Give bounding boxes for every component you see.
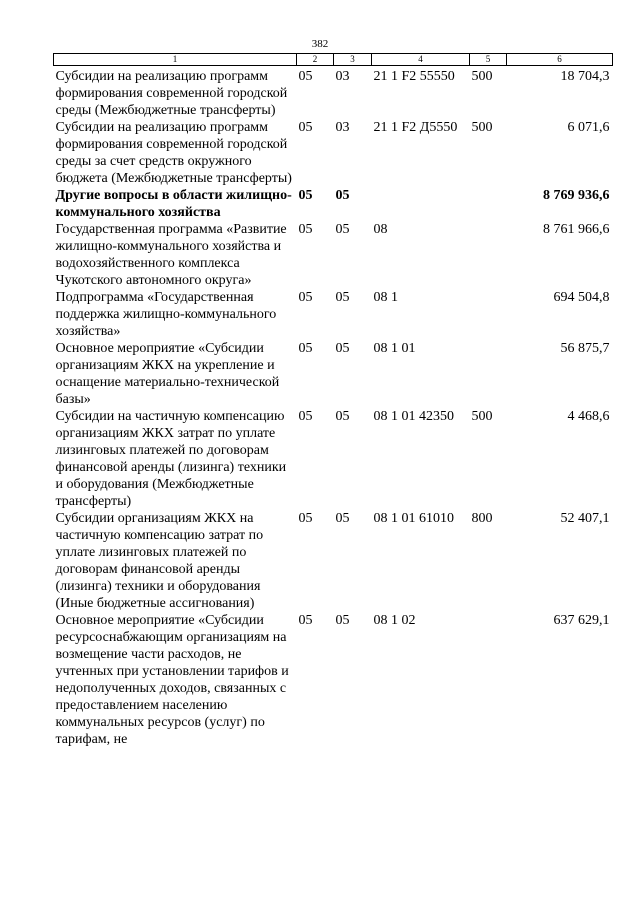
row-target-article-code: 21 1 F2 Д5550 bbox=[373, 120, 458, 135]
column-header-1: 1 bbox=[54, 54, 297, 66]
row-amount: 694 504,8 bbox=[553, 290, 610, 305]
row-section-code: 05 bbox=[298, 290, 313, 305]
row-section-code: 05 bbox=[298, 409, 313, 424]
row-section-code: 05 bbox=[298, 511, 313, 526]
row-target-article-code: 08 1 01 61010 bbox=[373, 511, 454, 526]
table-row bbox=[54, 340, 613, 408]
row-amount: 8 769 936,6 bbox=[543, 188, 610, 203]
row-name: Государственная программа «Развитие жилищно-коммунального хозяйства и водохозяйственного комплекса Чукотского автономного округа» bbox=[55, 222, 287, 288]
table-row bbox=[54, 119, 613, 187]
row-section-code: 05 bbox=[298, 613, 313, 628]
row-expense-type-code bbox=[470, 289, 507, 340]
row-section-code: 05 bbox=[298, 341, 313, 356]
row-expense-type-code: 500 bbox=[471, 69, 493, 84]
row-expense-type-code bbox=[470, 221, 507, 289]
row-subsection-code: 05 bbox=[335, 188, 350, 203]
row-target-article-code: 08 bbox=[373, 222, 388, 237]
row-subsection-code: 03 bbox=[335, 69, 350, 84]
table-row bbox=[54, 66, 613, 120]
row-target-article-code: 08 1 bbox=[373, 290, 398, 305]
row-amount: 6 071,6 bbox=[567, 120, 610, 135]
row-subsection-code: 05 bbox=[335, 409, 350, 424]
column-header-4: 4 bbox=[372, 54, 470, 66]
row-name: Субсидии на реализацию программ формирования современной городской среды за счет средств окружного бюджета (Межбюджетные трансферты) bbox=[55, 120, 292, 186]
row-expense-type-code: 500 bbox=[471, 409, 493, 424]
budget-table bbox=[53, 53, 613, 748]
row-name: Другие вопросы в области жилищно-коммунального хозяйства bbox=[55, 188, 292, 220]
row-section-code: 05 bbox=[298, 120, 313, 135]
row-name: Основное мероприятие «Субсидии ресурсоснабжающим организациям на возмещение части расходов, не учтенных при установлении тарифов и недополученных доходов, связанных с предоставлением населению коммунальных ресурсов (услуг) по тарифам, не bbox=[55, 613, 289, 747]
row-amount: 4 468,6 bbox=[567, 409, 610, 424]
row-target-article-code: 08 1 01 bbox=[373, 341, 416, 356]
row-amount: 8 761 966,6 bbox=[543, 222, 610, 237]
row-target-article-code: 21 1 F2 55550 bbox=[373, 69, 455, 84]
row-expense-type-code bbox=[470, 612, 507, 748]
row-section-code: 05 bbox=[298, 188, 313, 203]
row-subsection-code: 05 bbox=[335, 511, 350, 526]
row-amount: 18 704,3 bbox=[560, 69, 610, 84]
column-number-header-row bbox=[54, 54, 613, 66]
column-header-2: 2 bbox=[297, 54, 334, 66]
row-target-article-code bbox=[372, 187, 470, 221]
row-expense-type-code: 800 bbox=[471, 511, 493, 526]
row-amount: 637 629,1 bbox=[553, 613, 610, 628]
row-expense-type-code: 500 bbox=[471, 120, 493, 135]
table-row bbox=[54, 221, 613, 289]
row-subsection-code: 05 bbox=[335, 290, 350, 305]
row-subsection-code: 05 bbox=[335, 613, 350, 628]
row-subsection-code: 05 bbox=[335, 222, 350, 237]
row-name: Субсидии на частичную компенсацию организациям ЖКХ затрат по уплате лизинговых платежей по договорам финансовой аренды (лизинга) техники и оборудования (Межбюджетные трансферты) bbox=[55, 409, 287, 509]
row-expense-type-code bbox=[470, 340, 507, 408]
row-name: Субсидии на реализацию программ формирования современной городской среды (Межбюджетные трансферты) bbox=[55, 69, 288, 118]
row-amount: 56 875,7 bbox=[560, 341, 610, 356]
column-header-5: 5 bbox=[470, 54, 507, 66]
table-row bbox=[54, 612, 613, 748]
table-row bbox=[54, 289, 613, 340]
row-target-article-code: 08 1 02 bbox=[373, 613, 416, 628]
table-row bbox=[54, 510, 613, 612]
row-section-code: 05 bbox=[298, 69, 313, 84]
table-row-section-total bbox=[54, 187, 613, 221]
row-amount: 52 407,1 bbox=[560, 511, 610, 526]
column-header-3: 3 bbox=[334, 54, 372, 66]
row-target-article-code: 08 1 01 42350 bbox=[373, 409, 454, 424]
page-number: 382 bbox=[311, 38, 329, 50]
row-subsection-code: 03 bbox=[335, 120, 350, 135]
row-name: Подпрограмма «Государственная поддержка жилищно-коммунального хозяйства» bbox=[55, 290, 277, 339]
table-row bbox=[54, 408, 613, 510]
row-subsection-code: 05 bbox=[335, 341, 350, 356]
row-name: Субсидии организациям ЖКХ на частичную компенсацию затрат по уплате лизинговых платежей по договорам финансовой аренды (лизинга) техники и оборудования (Иные бюджетные ассигнования) bbox=[55, 511, 264, 611]
row-section-code: 05 bbox=[298, 222, 313, 237]
row-name: Основное мероприятие «Субсидии организациям ЖКХ на укрепление и оснащение материально-технической базы» bbox=[55, 341, 280, 407]
row-expense-type-code bbox=[470, 187, 507, 221]
column-header-6: 6 bbox=[507, 54, 613, 66]
